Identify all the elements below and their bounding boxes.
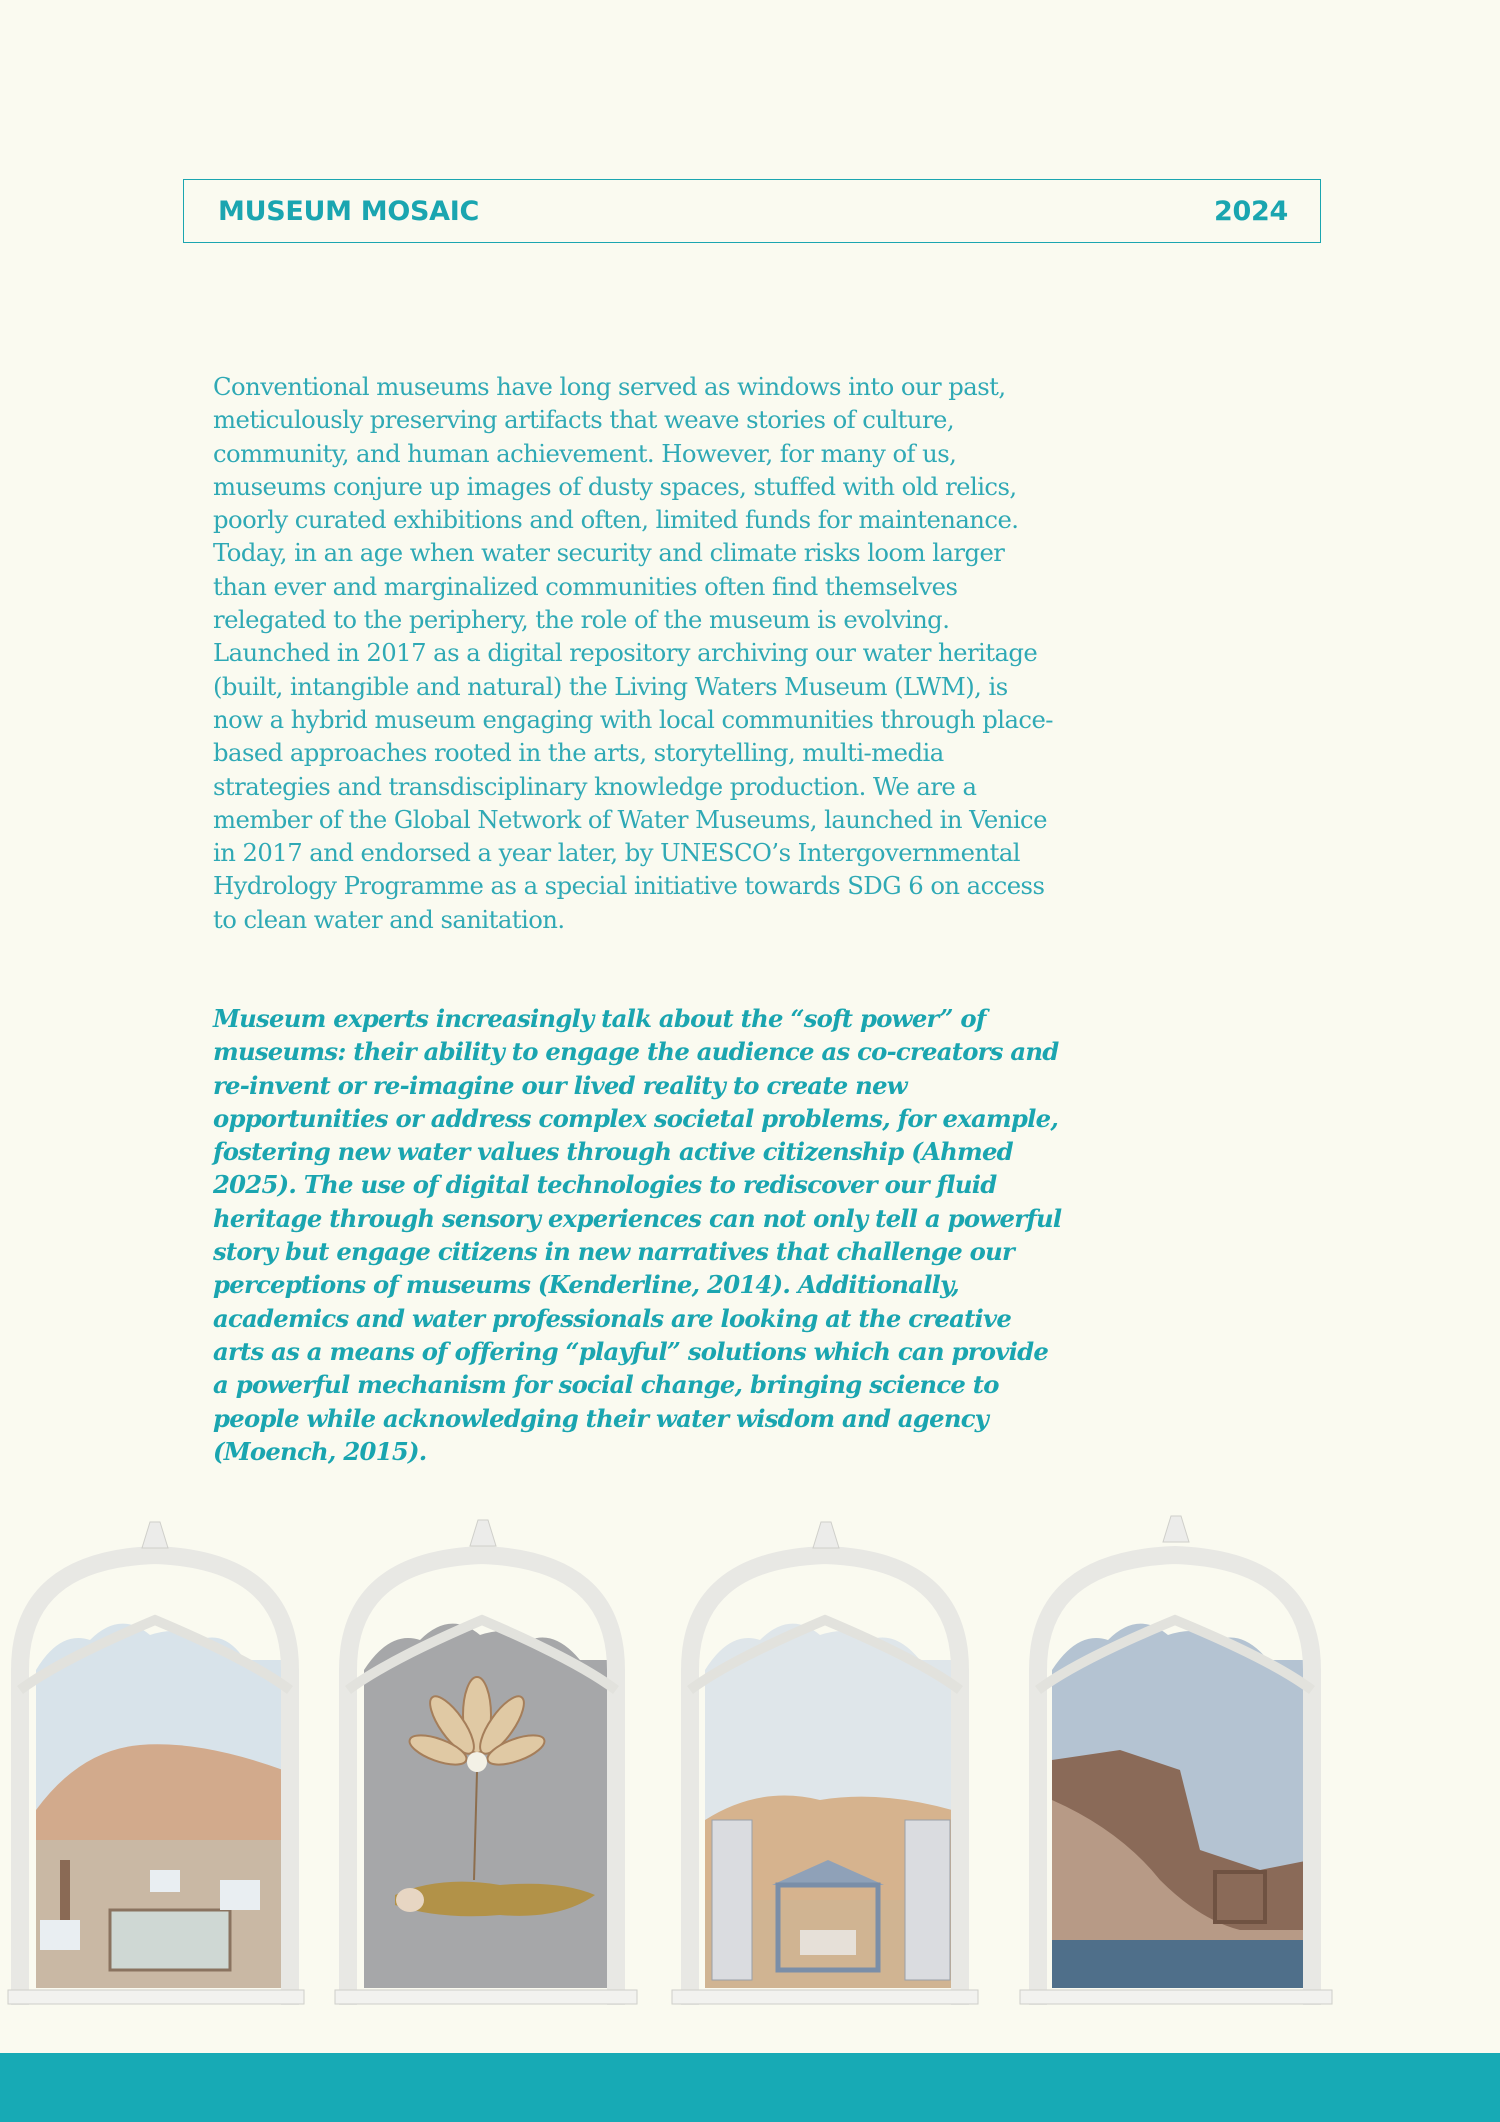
publication-title: MUSEUM MOSAIC — [218, 196, 479, 227]
footer-band — [0, 2053, 1500, 2122]
arch-panel-3 — [672, 1522, 978, 2005]
highlight-paragraph: Museum experts increasingly talk about the “soft power” of museums: their ability to engage the audience as co-creators and re-invent or re-imagine our lived reality to create new opportunities or address complex societal problems, for example, fostering new water values through active citizenship (Ahmed 2025). The use of digital technologies to rediscover our fluid heritage through sensory experiences can not only tell a powerful story but engage citizens in new narratives that challenge our perceptions of museums (Kenderline, 2014). Additionally, academics and water professionals are looking at the creative arts as a means of offering “playful” solutions which can provide a powerful mechanism for social change, bringing science to people while acknowledging their water wisdom and agency (Moench, 2015). — [213, 1004, 1062, 1466]
arch-panel-2 — [335, 1520, 637, 2005]
pavilion-ritual-painting-icon — [698, 1620, 960, 1990]
publication-year: 2024 — [1214, 196, 1288, 227]
lakeside-fort-painting-icon — [1045, 1620, 1312, 1990]
fort-stepwell-painting-icon — [30, 1620, 290, 1990]
lotus-figure-painting-icon — [355, 1620, 620, 1990]
header-box — [183, 179, 1321, 243]
arch-panel-4 — [1020, 1516, 1332, 2005]
body-paragraph: Conventional museums have long served as windows into our past, meticulously preserving artifacts that weave stories of culture, community, and human achievement. However, for many of us, museums conjure up images of dusty spaces, stuffed with old relics, poorly curated exhibitions and often, limited funds for maintenance. Today, in an age when water security and climate risks loom larger than ever and marginalized communities often find themselves relegated to the periphery, the role of the museum is evolving. Launched in 2017 as a digital repository archiving our water heritage (built, intangible and natural) the Living Waters Museum (LWM), is now a hybrid museum engaging with local communities through place-based approaches rooted in the arts, storytelling, multi-media strategies and transdisciplinary knowledge production. We are a member of the Global Network of Water Museums, launched in Venice in 2017 and endorsed a year later, by UNESCO’s Intergovernmental Hydrology Programme as a special initiative towards SDG 6 on access to clean water and sanitation. — [213, 372, 1053, 934]
arch-panel-1 — [8, 1522, 304, 2005]
arched-windows-illustration — [0, 1500, 1340, 2040]
